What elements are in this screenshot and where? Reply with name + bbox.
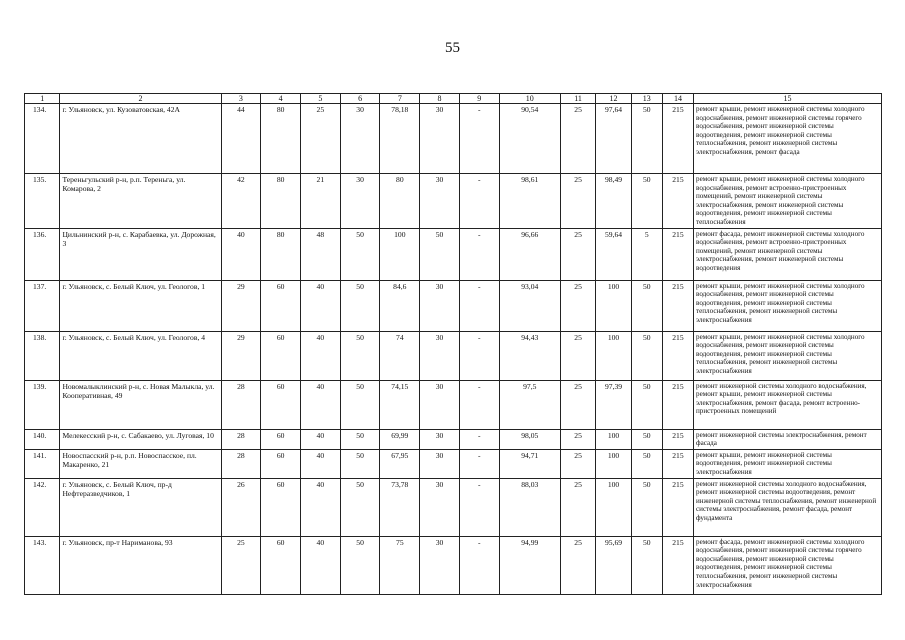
value-cell-c10: 98,61	[499, 174, 560, 229]
value-cell-c10: 97,5	[499, 380, 560, 429]
value-cell-c6: 50	[340, 331, 380, 380]
row-number: 142.	[25, 478, 60, 536]
value-cell-c9: -	[459, 449, 499, 478]
column-number: 7	[380, 94, 420, 104]
value-cell-c14: 215	[662, 331, 693, 380]
address-cell: Цильнинский р-н, с. Карабаевка, ул. Дорожная, 3	[60, 228, 221, 280]
value-cell-c7: 84,6	[380, 280, 420, 331]
value-cell-c8: 30	[420, 449, 460, 478]
address-cell: г. Ульяновск, с. Белый Ключ, ул. Геологов, 4	[60, 331, 221, 380]
value-cell-c8: 30	[420, 104, 460, 174]
row-number: 136.	[25, 228, 60, 280]
value-cell-c11: 25	[560, 280, 595, 331]
value-cell-c12: 59,64	[596, 228, 631, 280]
value-cell-c14: 215	[662, 174, 693, 229]
value-cell-c9: -	[459, 228, 499, 280]
value-cell-c5: 21	[300, 174, 340, 229]
column-number: 4	[261, 94, 301, 104]
value-cell-c11: 25	[560, 104, 595, 174]
value-cell-c6: 30	[340, 174, 380, 229]
value-cell-c9: -	[459, 174, 499, 229]
address-cell: Мелекесский р-н, с. Сабакаево, ул. Луговая, 10	[60, 429, 221, 449]
column-number: 14	[662, 94, 693, 104]
value-cell-c14: 215	[662, 449, 693, 478]
table-row	[25, 449, 882, 478]
value-cell-c7: 78,18	[380, 104, 420, 174]
value-cell-c4: 60	[261, 536, 301, 594]
value-cell-c13: 50	[631, 536, 662, 594]
value-cell-c12: 97,64	[596, 104, 631, 174]
value-cell-c8: 30	[420, 280, 460, 331]
value-cell-c4: 60	[261, 380, 301, 429]
value-cell-c10: 93,04	[499, 280, 560, 331]
table-row	[25, 429, 882, 449]
value-cell-c11: 25	[560, 429, 595, 449]
value-cell-c5: 48	[300, 228, 340, 280]
value-cell-c8: 30	[420, 380, 460, 429]
value-cell-c11: 25	[560, 478, 595, 536]
value-cell-c14: 215	[662, 104, 693, 174]
table-row	[25, 331, 882, 380]
address-cell: г. Ульяновск, пр-т Нариманова, 93	[60, 536, 221, 594]
value-cell-c6: 50	[340, 228, 380, 280]
value-cell-c5: 40	[300, 331, 340, 380]
column-number: 15	[694, 94, 882, 104]
value-cell-c12: 95,69	[596, 536, 631, 594]
repair-works-cell: ремонт крыши, ремонт инженерной системы холодного водоснабжения, ремонт встроенно-пристроенных помещений, ремонт инженерной системы электроснабжения, ремонт инженерной системы водоотведения, ремонт инженерной системы теплоснабжения	[694, 174, 882, 229]
column-number: 13	[631, 94, 662, 104]
value-cell-c3: 29	[221, 280, 261, 331]
value-cell-c12: 100	[596, 478, 631, 536]
value-cell-c8: 30	[420, 331, 460, 380]
value-cell-c7: 74,15	[380, 380, 420, 429]
value-cell-c8: 30	[420, 174, 460, 229]
value-cell-c12: 100	[596, 331, 631, 380]
value-cell-c14: 215	[662, 429, 693, 449]
row-number: 134.	[25, 104, 60, 174]
table-row	[25, 536, 882, 594]
value-cell-c7: 80	[380, 174, 420, 229]
column-number: 12	[596, 94, 631, 104]
address-cell: Новомалыклинский р-н, с. Новая Малыкла, ул. Кооперативная, 49	[60, 380, 221, 429]
value-cell-c5: 40	[300, 429, 340, 449]
table-row	[25, 104, 882, 174]
value-cell-c9: -	[459, 536, 499, 594]
value-cell-c6: 50	[340, 449, 380, 478]
value-cell-c3: 28	[221, 380, 261, 429]
value-cell-c13: 50	[631, 449, 662, 478]
value-cell-c3: 40	[221, 228, 261, 280]
row-number: 137.	[25, 280, 60, 331]
value-cell-c5: 40	[300, 280, 340, 331]
value-cell-c7: 74	[380, 331, 420, 380]
value-cell-c6: 30	[340, 104, 380, 174]
column-number: 5	[300, 94, 340, 104]
value-cell-c4: 60	[261, 449, 301, 478]
row-number: 138.	[25, 331, 60, 380]
value-cell-c10: 94,99	[499, 536, 560, 594]
value-cell-c7: 75	[380, 536, 420, 594]
value-cell-c8: 30	[420, 478, 460, 536]
value-cell-c11: 25	[560, 536, 595, 594]
value-cell-c4: 60	[261, 331, 301, 380]
value-cell-c3: 28	[221, 449, 261, 478]
value-cell-c13: 5	[631, 228, 662, 280]
repair-works-cell: ремонт крыши, ремонт инженерной системы водоотведения, ремонт инженерной системы электроснабжения	[694, 449, 882, 478]
column-number: 2	[60, 94, 221, 104]
address-cell: Новоспасский р-н, р.п. Новоспасское, пл. Макаренко, 21	[60, 449, 221, 478]
value-cell-c6: 50	[340, 536, 380, 594]
value-cell-c5: 40	[300, 536, 340, 594]
value-cell-c10: 94,71	[499, 449, 560, 478]
value-cell-c8: 30	[420, 429, 460, 449]
value-cell-c13: 50	[631, 280, 662, 331]
value-cell-c12: 100	[596, 280, 631, 331]
value-cell-c12: 97,39	[596, 380, 631, 429]
address-cell: Тереньгульский р-н, р.п. Тереньга, ул. Комарова, 2	[60, 174, 221, 229]
value-cell-c9: -	[459, 280, 499, 331]
row-number: 135.	[25, 174, 60, 229]
value-cell-c14: 215	[662, 280, 693, 331]
table-row	[25, 280, 882, 331]
column-number: 3	[221, 94, 261, 104]
table-row	[25, 380, 882, 429]
value-cell-c11: 25	[560, 380, 595, 429]
value-cell-c14: 215	[662, 478, 693, 536]
repair-works-cell: ремонт крыши, ремонт инженерной системы холодного водоснабжения, ремонт инженерной системы горячего водоснабжения, ремонт инженерной системы водоотведения, ремонт инженерной системы теплоснабжения, ремонт инженерной системы электроснабжения, ремонт фасада	[694, 104, 882, 174]
value-cell-c3: 44	[221, 104, 261, 174]
address-cell: г. Ульяновск, с. Белый Ключ, ул. Геологов, 1	[60, 280, 221, 331]
column-number-row	[25, 94, 882, 104]
repair-works-cell: ремонт инженерной системы холодного водоснабжения, ремонт инженерной системы водоотведения, ремонт инженерной системы теплоснабжения, ремонт инженерной системы электроснабжения, ремонт фасада, ремонт фундамента	[694, 478, 882, 536]
value-cell-c5: 40	[300, 449, 340, 478]
value-cell-c13: 50	[631, 380, 662, 429]
column-number: 8	[420, 94, 460, 104]
value-cell-c14: 215	[662, 228, 693, 280]
table-row	[25, 228, 882, 280]
table-row	[25, 174, 882, 229]
value-cell-c7: 73,78	[380, 478, 420, 536]
repair-works-cell: ремонт крыши, ремонт инженерной системы холодного водоснабжения, ремонт инженерной системы водоотведения, ремонт инженерной системы теплоснабжения, ремонт инженерной системы электроснабжения	[694, 331, 882, 380]
row-number: 143.	[25, 536, 60, 594]
value-cell-c4: 60	[261, 429, 301, 449]
address-cell: г. Ульяновск, ул. Кузоватовская, 42А	[60, 104, 221, 174]
value-cell-c12: 100	[596, 429, 631, 449]
value-cell-c13: 50	[631, 104, 662, 174]
column-number: 1	[25, 94, 60, 104]
value-cell-c8: 30	[420, 536, 460, 594]
value-cell-c9: -	[459, 380, 499, 429]
value-cell-c9: -	[459, 429, 499, 449]
value-cell-c4: 80	[261, 228, 301, 280]
value-cell-c11: 25	[560, 449, 595, 478]
page-number: 55	[445, 40, 460, 56]
repair-works-cell: ремонт фасада, ремонт инженерной системы холодного водоснабжения, ремонт инженерной системы горячего водоснабжения, ремонт инженерной системы водоотведения, ремонт инженерной системы теплоснабжения, ремонт инженерной системы электроснабжения	[694, 536, 882, 594]
value-cell-c7: 67,95	[380, 449, 420, 478]
value-cell-c10: 96,66	[499, 228, 560, 280]
value-cell-c3: 28	[221, 429, 261, 449]
row-number: 139.	[25, 380, 60, 429]
value-cell-c10: 98,05	[499, 429, 560, 449]
value-cell-c9: -	[459, 478, 499, 536]
value-cell-c6: 50	[340, 429, 380, 449]
repair-works-cell: ремонт инженерной системы холодного водоснабжения, ремонт крыши, ремонт инженерной системы электроснабжения, ремонт фасада, ремонт встроенно-пристроенных помещений	[694, 380, 882, 429]
value-cell-c6: 50	[340, 478, 380, 536]
value-cell-c10: 94,43	[499, 331, 560, 380]
repair-works-cell: ремонт инженерной системы электроснабжения, ремонт фасада	[694, 429, 882, 449]
value-cell-c5: 40	[300, 478, 340, 536]
value-cell-c5: 40	[300, 380, 340, 429]
value-cell-c12: 100	[596, 449, 631, 478]
table-row	[25, 478, 882, 536]
value-cell-c11: 25	[560, 174, 595, 229]
row-number: 140.	[25, 429, 60, 449]
value-cell-c4: 80	[261, 104, 301, 174]
column-number: 9	[459, 94, 499, 104]
value-cell-c3: 42	[221, 174, 261, 229]
value-cell-c5: 25	[300, 104, 340, 174]
value-cell-c4: 60	[261, 280, 301, 331]
value-cell-c8: 50	[420, 228, 460, 280]
repair-works-cell: ремонт крыши, ремонт инженерной системы холодного водоснабжения, ремонт инженерной системы водоотведения, ремонт инженерной системы теплоснабжения, ремонт инженерной системы электроснабжения	[694, 280, 882, 331]
value-cell-c9: -	[459, 331, 499, 380]
table-body	[25, 104, 882, 595]
value-cell-c11: 25	[560, 228, 595, 280]
value-cell-c13: 50	[631, 429, 662, 449]
value-cell-c13: 50	[631, 174, 662, 229]
value-cell-c4: 80	[261, 174, 301, 229]
value-cell-c10: 88,03	[499, 478, 560, 536]
value-cell-c9: -	[459, 104, 499, 174]
value-cell-c7: 69,99	[380, 429, 420, 449]
value-cell-c10: 90,54	[499, 104, 560, 174]
repair-works-cell: ремонт фасада, ремонт инженерной системы холодного водоснабжения, ремонт встроенно-пристроенных помещений, ремонт инженерной системы электроснабжения, ремонт инженерной системы водоотведения	[694, 228, 882, 280]
value-cell-c6: 50	[340, 380, 380, 429]
repair-priority-table	[24, 93, 882, 595]
value-cell-c3: 29	[221, 331, 261, 380]
column-number: 6	[340, 94, 380, 104]
column-number: 10	[499, 94, 560, 104]
value-cell-c14: 215	[662, 380, 693, 429]
column-number: 11	[560, 94, 595, 104]
value-cell-c6: 50	[340, 280, 380, 331]
value-cell-c12: 98,49	[596, 174, 631, 229]
value-cell-c13: 50	[631, 478, 662, 536]
value-cell-c7: 100	[380, 228, 420, 280]
value-cell-c14: 215	[662, 536, 693, 594]
value-cell-c3: 26	[221, 478, 261, 536]
value-cell-c3: 25	[221, 536, 261, 594]
row-number: 141.	[25, 449, 60, 478]
address-cell: г. Ульяновск, с. Белый Ключ, пр-д Нефтеразведчиков, 1	[60, 478, 221, 536]
value-cell-c11: 25	[560, 331, 595, 380]
value-cell-c13: 50	[631, 331, 662, 380]
value-cell-c4: 60	[261, 478, 301, 536]
